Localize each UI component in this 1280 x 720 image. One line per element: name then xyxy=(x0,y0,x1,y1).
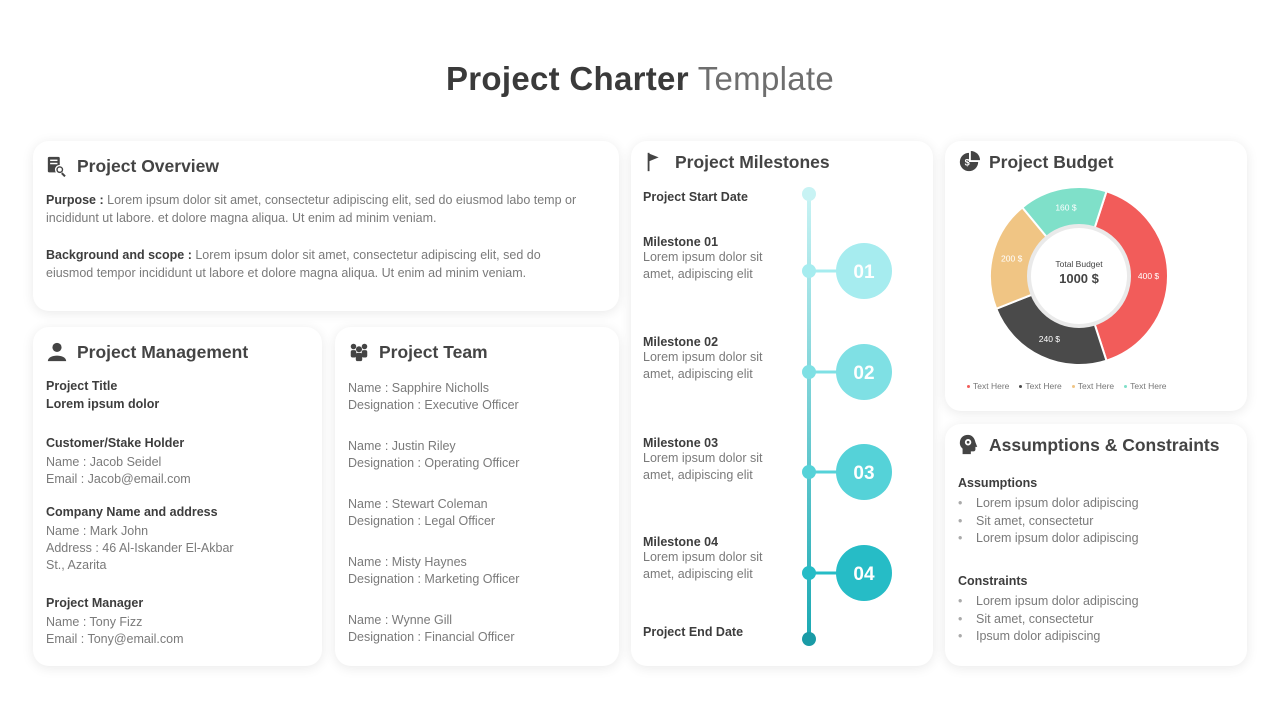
title-bold: Project Charter xyxy=(445,60,689,97)
donut-slice-label: 160 $ xyxy=(1055,202,1077,213)
list-item: • Ipsum dolor adipiscing xyxy=(958,628,1139,646)
team-member-designation: Designation : Financial Officer xyxy=(348,630,515,644)
milestone-text: Lorem ipsum dolor sit amet, adipiscing elit xyxy=(643,451,763,482)
team-member-name: Name : Wynne Gill xyxy=(348,613,453,627)
milestone-item xyxy=(643,535,793,583)
team-member xyxy=(348,380,519,414)
end-date-label: Project End Date xyxy=(643,625,744,639)
milestone-title: Milestone 01 xyxy=(643,235,719,249)
document-search-icon xyxy=(46,155,68,177)
money-chart-icon xyxy=(958,151,980,173)
donut-slice-label: 400 $ xyxy=(1137,271,1160,281)
milestones-card xyxy=(631,141,933,666)
constraints-block xyxy=(958,574,1139,646)
team-member xyxy=(348,612,515,646)
head-gear-icon xyxy=(958,434,980,456)
assumptions-header xyxy=(958,434,1219,456)
company-label: Company Name and address xyxy=(46,505,218,519)
timeline-start-dot xyxy=(802,187,816,201)
legend-item xyxy=(1019,381,1061,391)
stakeholder-name: Name : Jacob Seidel xyxy=(46,455,162,469)
milestone-item xyxy=(643,335,793,383)
team-member xyxy=(348,496,495,530)
background-text: Lorem ipsum dolor sit amet, consectetur adipiscing elit, sed do eiusmod tempor incididunt ut labore et dolore magna aliqua. Ut enim ad minim veniam. xyxy=(46,248,541,280)
purpose-paragraph xyxy=(46,191,586,227)
team-member xyxy=(348,438,519,472)
stakeholder-email: Email : Jacob@email.com xyxy=(46,472,191,486)
legend-item xyxy=(1124,381,1166,391)
milestone-text: Lorem ipsum dolor sit amet, adipiscing elit xyxy=(643,250,763,281)
milestone-number: 01 xyxy=(853,262,875,283)
management-card xyxy=(33,327,322,666)
milestone-item xyxy=(643,235,793,283)
manager-label: Project Manager xyxy=(46,596,144,610)
end-date-label-wrap xyxy=(643,625,793,639)
purpose-label: Purpose : xyxy=(46,193,104,207)
legend-item xyxy=(967,381,1009,391)
milestone-text: Lorem ipsum dolor sit amet, adipiscing elit xyxy=(643,350,763,381)
assumptions-label: Assumptions xyxy=(958,476,1038,490)
donut-slice-label: 240 $ xyxy=(1038,333,1061,344)
management-heading: Project Management xyxy=(77,341,249,362)
budget-heading: Project Budget xyxy=(989,151,1114,172)
milestone-marker-02 xyxy=(802,344,892,400)
legend-label: Text Here xyxy=(973,381,1010,391)
milestone-number: 02 xyxy=(853,363,875,384)
milestones-heading: Project Milestones xyxy=(675,151,830,172)
team-member-designation: Designation : Legal Officer xyxy=(348,514,496,528)
legend-label: Text Here xyxy=(1025,381,1062,391)
budget-card xyxy=(945,141,1247,411)
constraints-label: Constraints xyxy=(958,574,1028,588)
background-label: Background and scope : xyxy=(46,248,192,262)
list-item: • Lorem ipsum dolor adipiscing xyxy=(958,530,1139,548)
donut-slice-label: 200 $ xyxy=(1001,253,1023,264)
team-member-designation: Designation : Operating Officer xyxy=(348,456,520,470)
assumptions-list xyxy=(958,495,1139,548)
overview-header xyxy=(46,155,219,177)
overview-heading: Project Overview xyxy=(77,155,220,176)
assumptions-card xyxy=(945,424,1247,666)
list-item: • Lorem ipsum dolor adipiscing xyxy=(958,495,1139,513)
legend-label: Text Here xyxy=(1077,381,1115,391)
purpose-text: Lorem ipsum dolor sit amet, consectetur adipiscing elit, sed do eiusmod labo temp or incididunt ut labore. et dolore magna aliqua. Ut enim ad minim veniam. xyxy=(46,193,577,225)
donut-center-label: Total Budget xyxy=(1055,259,1103,269)
stakeholder-label: Customer/Stake Holder xyxy=(46,436,185,450)
stakeholder-block xyxy=(46,436,191,488)
overview-card xyxy=(33,141,619,311)
team-member-name: Name : Misty Haynes xyxy=(348,555,467,569)
milestone-number: 04 xyxy=(853,564,875,585)
list-item: • Sit amet, consectetur xyxy=(958,513,1139,531)
start-date-label-wrap xyxy=(643,190,793,204)
budget-header xyxy=(958,151,1113,173)
project-title-label: Project Title xyxy=(46,379,118,393)
assumptions-heading: Assumptions & Constraints xyxy=(989,434,1220,455)
team-icon xyxy=(348,341,370,363)
company-address-line-1: Address : 46 Al-Iskander El-Akbar xyxy=(46,541,234,555)
budget-legend xyxy=(967,381,1167,391)
milestone-marker-04 xyxy=(802,545,892,601)
milestone-item xyxy=(643,436,793,484)
company-address-line-2: St., Azarita xyxy=(46,558,107,572)
legend-label: Text Here xyxy=(1130,381,1167,391)
team-heading: Project Team xyxy=(379,341,488,362)
management-header xyxy=(46,341,248,363)
donut-center xyxy=(1049,259,1109,286)
milestone-timeline xyxy=(631,141,933,666)
team-member-name: Name : Justin Riley xyxy=(348,439,456,453)
milestone-title: Milestone 04 xyxy=(643,535,719,549)
manager-name: Name : Tony Fizz xyxy=(46,615,143,629)
manager-email: Email : Tony@email.com xyxy=(46,632,184,646)
manager-block xyxy=(46,596,184,648)
milestone-marker-01 xyxy=(802,243,892,299)
milestone-title: Milestone 03 xyxy=(643,436,719,450)
donut-center-value: 1000 $ xyxy=(1059,271,1099,286)
project-title-value: Lorem ipsum dolor xyxy=(46,397,160,411)
list-item: • Lorem ipsum dolor adipiscing xyxy=(958,593,1139,611)
list-item: • Sit amet, consectetur xyxy=(958,611,1139,629)
project-title-block xyxy=(46,379,159,415)
legend-item xyxy=(1072,381,1114,391)
milestone-text: Lorem ipsum dolor sit amet, adipiscing elit xyxy=(643,550,763,581)
person-icon xyxy=(46,341,68,363)
milestone-number: 03 xyxy=(853,463,875,484)
milestone-marker-03 xyxy=(802,444,892,500)
team-member-name: Name : Sapphire Nicholls xyxy=(348,381,490,395)
background-paragraph xyxy=(46,246,586,282)
team-card xyxy=(335,327,619,666)
start-date-label: Project Start Date xyxy=(643,190,748,204)
team-member xyxy=(348,554,519,588)
company-name: Name : Mark John xyxy=(46,524,149,538)
assumptions-block xyxy=(958,476,1139,548)
company-block xyxy=(46,505,234,574)
svg-text:$: $ xyxy=(964,157,970,168)
team-header xyxy=(348,341,488,363)
team-member-designation: Designation : Marketing Officer xyxy=(348,572,520,586)
title-light: Template xyxy=(697,60,835,97)
timeline-end-dot xyxy=(802,632,816,646)
page-title xyxy=(0,60,1280,98)
team-member-name: Name : Stewart Coleman xyxy=(348,497,488,511)
team-member-designation: Designation : Executive Officer xyxy=(348,398,519,412)
milestone-title: Milestone 02 xyxy=(643,335,719,349)
constraints-list xyxy=(958,593,1139,646)
